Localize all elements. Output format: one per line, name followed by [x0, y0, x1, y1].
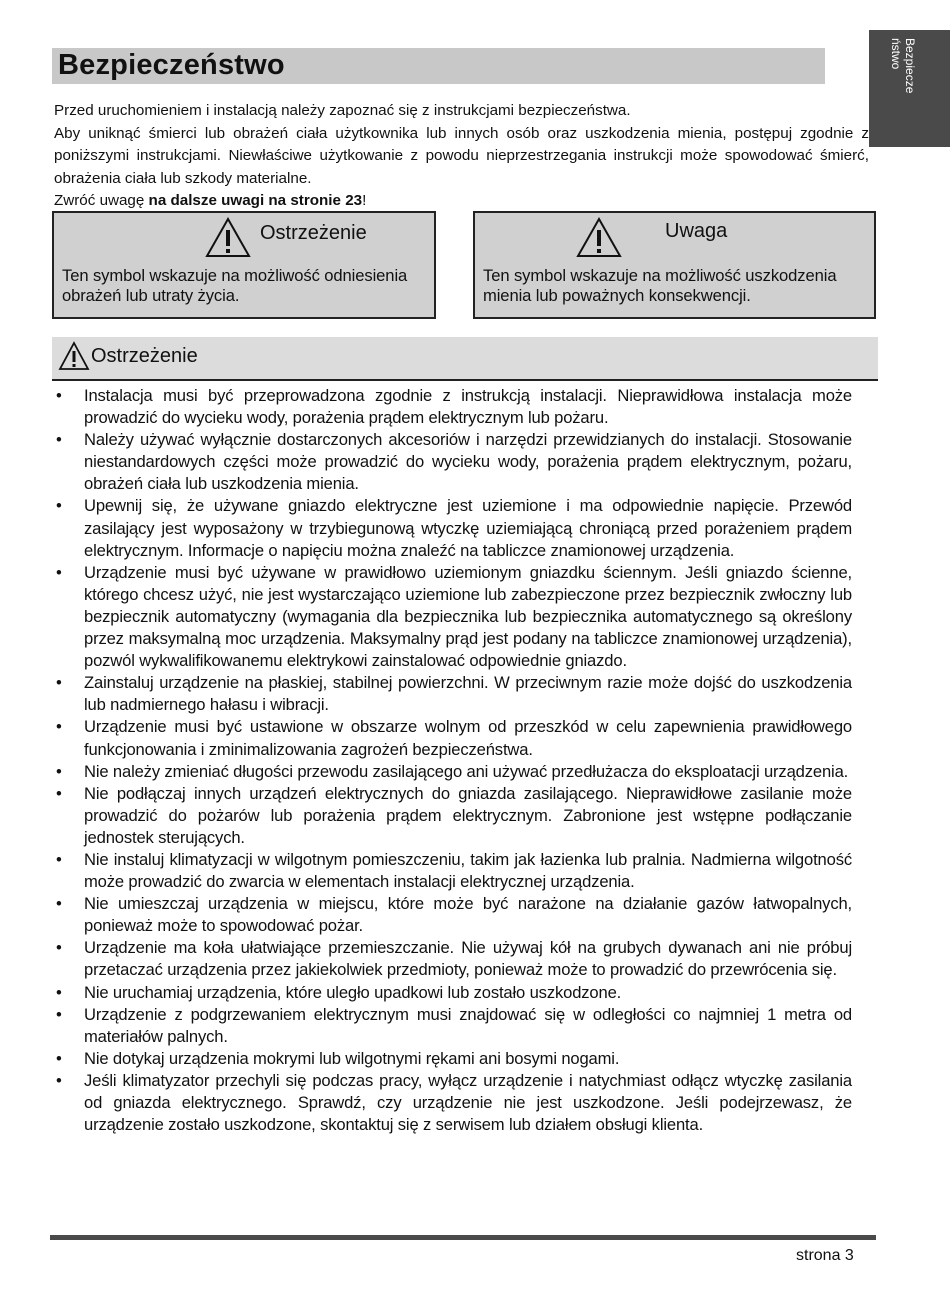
- warning-list-item: • Upewnij się, że używane gniazdo elektryczne jest uziemione i ma odpowiednie napięcie. Przewód zasilający jest wyposażony w trzybiegunową wtyczkę uziemiającą chroniącą przed porażeniem prądem elektrycznym. Informacje o napięciu można znaleźć na tabliczce znamionowej urządzenia.: [52, 495, 852, 561]
- warning-list-item: • Nie należy zmieniać długości przewodu zasilającego ani używać przedłużacza do eksploatacji urządzenia.: [52, 761, 852, 783]
- note-bold: na dalsze uwagi na stronie 23: [148, 192, 363, 209]
- warning-list-item: • Nie uruchamiaj urządzenia, które uległo upadkowi lub zostało uszkodzone.: [52, 982, 852, 1004]
- warning-list-item: • Instalacja musi być przeprowadzona zgodnie z instrukcją instalacji. Nieprawidłowa instalacja może prowadzić do wycieku wody, porażenia prądem elektrycznym lub pożaru.: [52, 385, 852, 429]
- section-side-tab: [869, 30, 950, 147]
- warning-list-item: • Nie dotykaj urządzenia mokrymi lub wilgotnymi rękami ani bosymi nogami.: [52, 1048, 852, 1070]
- warning-triangle-icon: [58, 341, 90, 371]
- warning-list-item: • Nie instaluj klimatyzacji w wilgotnym pomieszczeniu, takim jak łazienka lub pralnia. Nadmierna wilgotność może prowadzić do zwarcia w elementach instalacji elektrycznej urządzenia.: [52, 849, 852, 893]
- warning-list-item: • Urządzenie musi być używane w prawidłowo uziemionym gniazdku ściennym. Jeśli gniazdo ścienne, którego chcesz użyć, nie jest wystarczająco uziemione lub zabezpieczone przez bezpiecznik zwłoczny lub bezpiecznik automatyczny (wymagania dla bezpiecznika lub bezpiecznika automatycznego są określony przez maksymalną moc urządzenia. Maksymalny prąd jest podany na tabliczce znamionowej urządzenia), pozwól wykwalifikowanemu elektrykowi zainstalować odpowiednie gniazdo.: [52, 562, 852, 672]
- intro-line: Przed uruchomieniem i instalacją należy zapoznać się z instrukcjami bezpieczeństwa.: [54, 102, 631, 119]
- intro-note: [54, 190, 869, 213]
- side-tab-label: Bezpiecze ństwo: [889, 38, 917, 94]
- warning-list-item: • Urządzenie z podgrzewaniem elektrycznym musi znajdować się w odległości co najmniej 1 metra od materiałów palnych.: [52, 1004, 852, 1048]
- warning-list-item: • Urządzenie musi być ustawione w obszarze wolnym od przeszkód w celu zapewnienia prawidłowego funkcjonowania i zminimalizowania zagrożeń bezpieczeństwa.: [52, 716, 852, 760]
- note-suffix: !: [362, 192, 367, 209]
- page-number: strona 3: [796, 1247, 854, 1264]
- page-title: Bezpieczeństwo: [58, 49, 285, 81]
- warning-list-item: • Zainstaluj urządzenie na płaskiej, stabilnej powierzchni. W przeciwnym razie może dojść do uszkodzenia lub nadmiernego hałasu i wibracji.: [52, 672, 852, 716]
- intro-text: [54, 100, 869, 213]
- note-prefix: Zwróć uwagę: [54, 192, 149, 209]
- intro-paragraph: Aby uniknąć śmierci lub obrażeń ciała użytkownika lub innych osób oraz uszkodzenia mienia, postępuj zgodnie z poniższymi instrukcjami. Niewłaściwe użytkowanie z powodu nieprzestrzegania instrukcji może spowodować śmierć, obrażenia ciała lub szkody materialne.: [54, 124, 869, 187]
- warning-triangle-icon: [204, 215, 252, 259]
- warning-list-item: • Nie podłączaj innych urządzeń elektrycznych do gniazda zasilającego. Nieprawidłowe zasilanie może prowadzić do pożarów lub porażenia prądem elektrycznym. Zabronione jest wstępne podłączanie jednostek sterujących.: [52, 783, 852, 849]
- title-bar: [52, 48, 825, 84]
- warning-section-title: Ostrzeżenie: [91, 345, 198, 367]
- warning-box-title: Ostrzeżenie: [260, 222, 367, 244]
- warning-list-item: • Nie umieszczaj urządzenia w miejscu, które może być narażone na działanie gazów łatwopalnych, ponieważ może to spowodować pożar.: [52, 893, 852, 937]
- warning-list-item: • Jeśli klimatyzator przechyli się podczas pracy, wyłącz urządzenie i natychmiast odłącz wtyczkę zasilania od gniazda elektrycznego. Sprawdź, czy urządzenie nie jest uszkodzone. Jeśli podejrzewasz, że urządzenie zostało uszkodzone, skontaktuj się z serwisem lub działem obsługi klienta.: [52, 1070, 852, 1136]
- warning-section-header: [52, 337, 878, 381]
- warning-symbol-box: [52, 211, 436, 319]
- warning-list-item: • Należy używać wyłącznie dostarczonych akcesoriów i narzędzi przewidzianych do instalacji. Stosowanie niestandardowych części może prowadzić do wycieku wody, porażenia prądem elektrycznym, pożaru, obrażeń ciała lub uszkodzenia mienia.: [52, 429, 852, 495]
- warning-box-text: Ten symbol wskazuje na możliwość odniesienia obrażeń lub utraty życia.: [62, 266, 408, 305]
- caution-box-text: Ten symbol wskazuje na możliwość uszkodzenia mienia lub poważnych konsekwencji.: [483, 266, 837, 305]
- warning-list: [52, 385, 852, 1136]
- footer-divider: [50, 1235, 876, 1240]
- warning-list-item: • Urządzenie ma koła ułatwiające przemieszczanie. Nie używaj kół na grubych dywanach ani nie próbuj przetaczać urządzenia przez jakiekolwiek przedmioty, ponieważ może to prowadzić do przewrócenia się.: [52, 937, 852, 981]
- caution-box-title: Uwaga: [665, 220, 728, 242]
- caution-symbol-box: [473, 211, 876, 319]
- caution-triangle-icon: [575, 215, 623, 259]
